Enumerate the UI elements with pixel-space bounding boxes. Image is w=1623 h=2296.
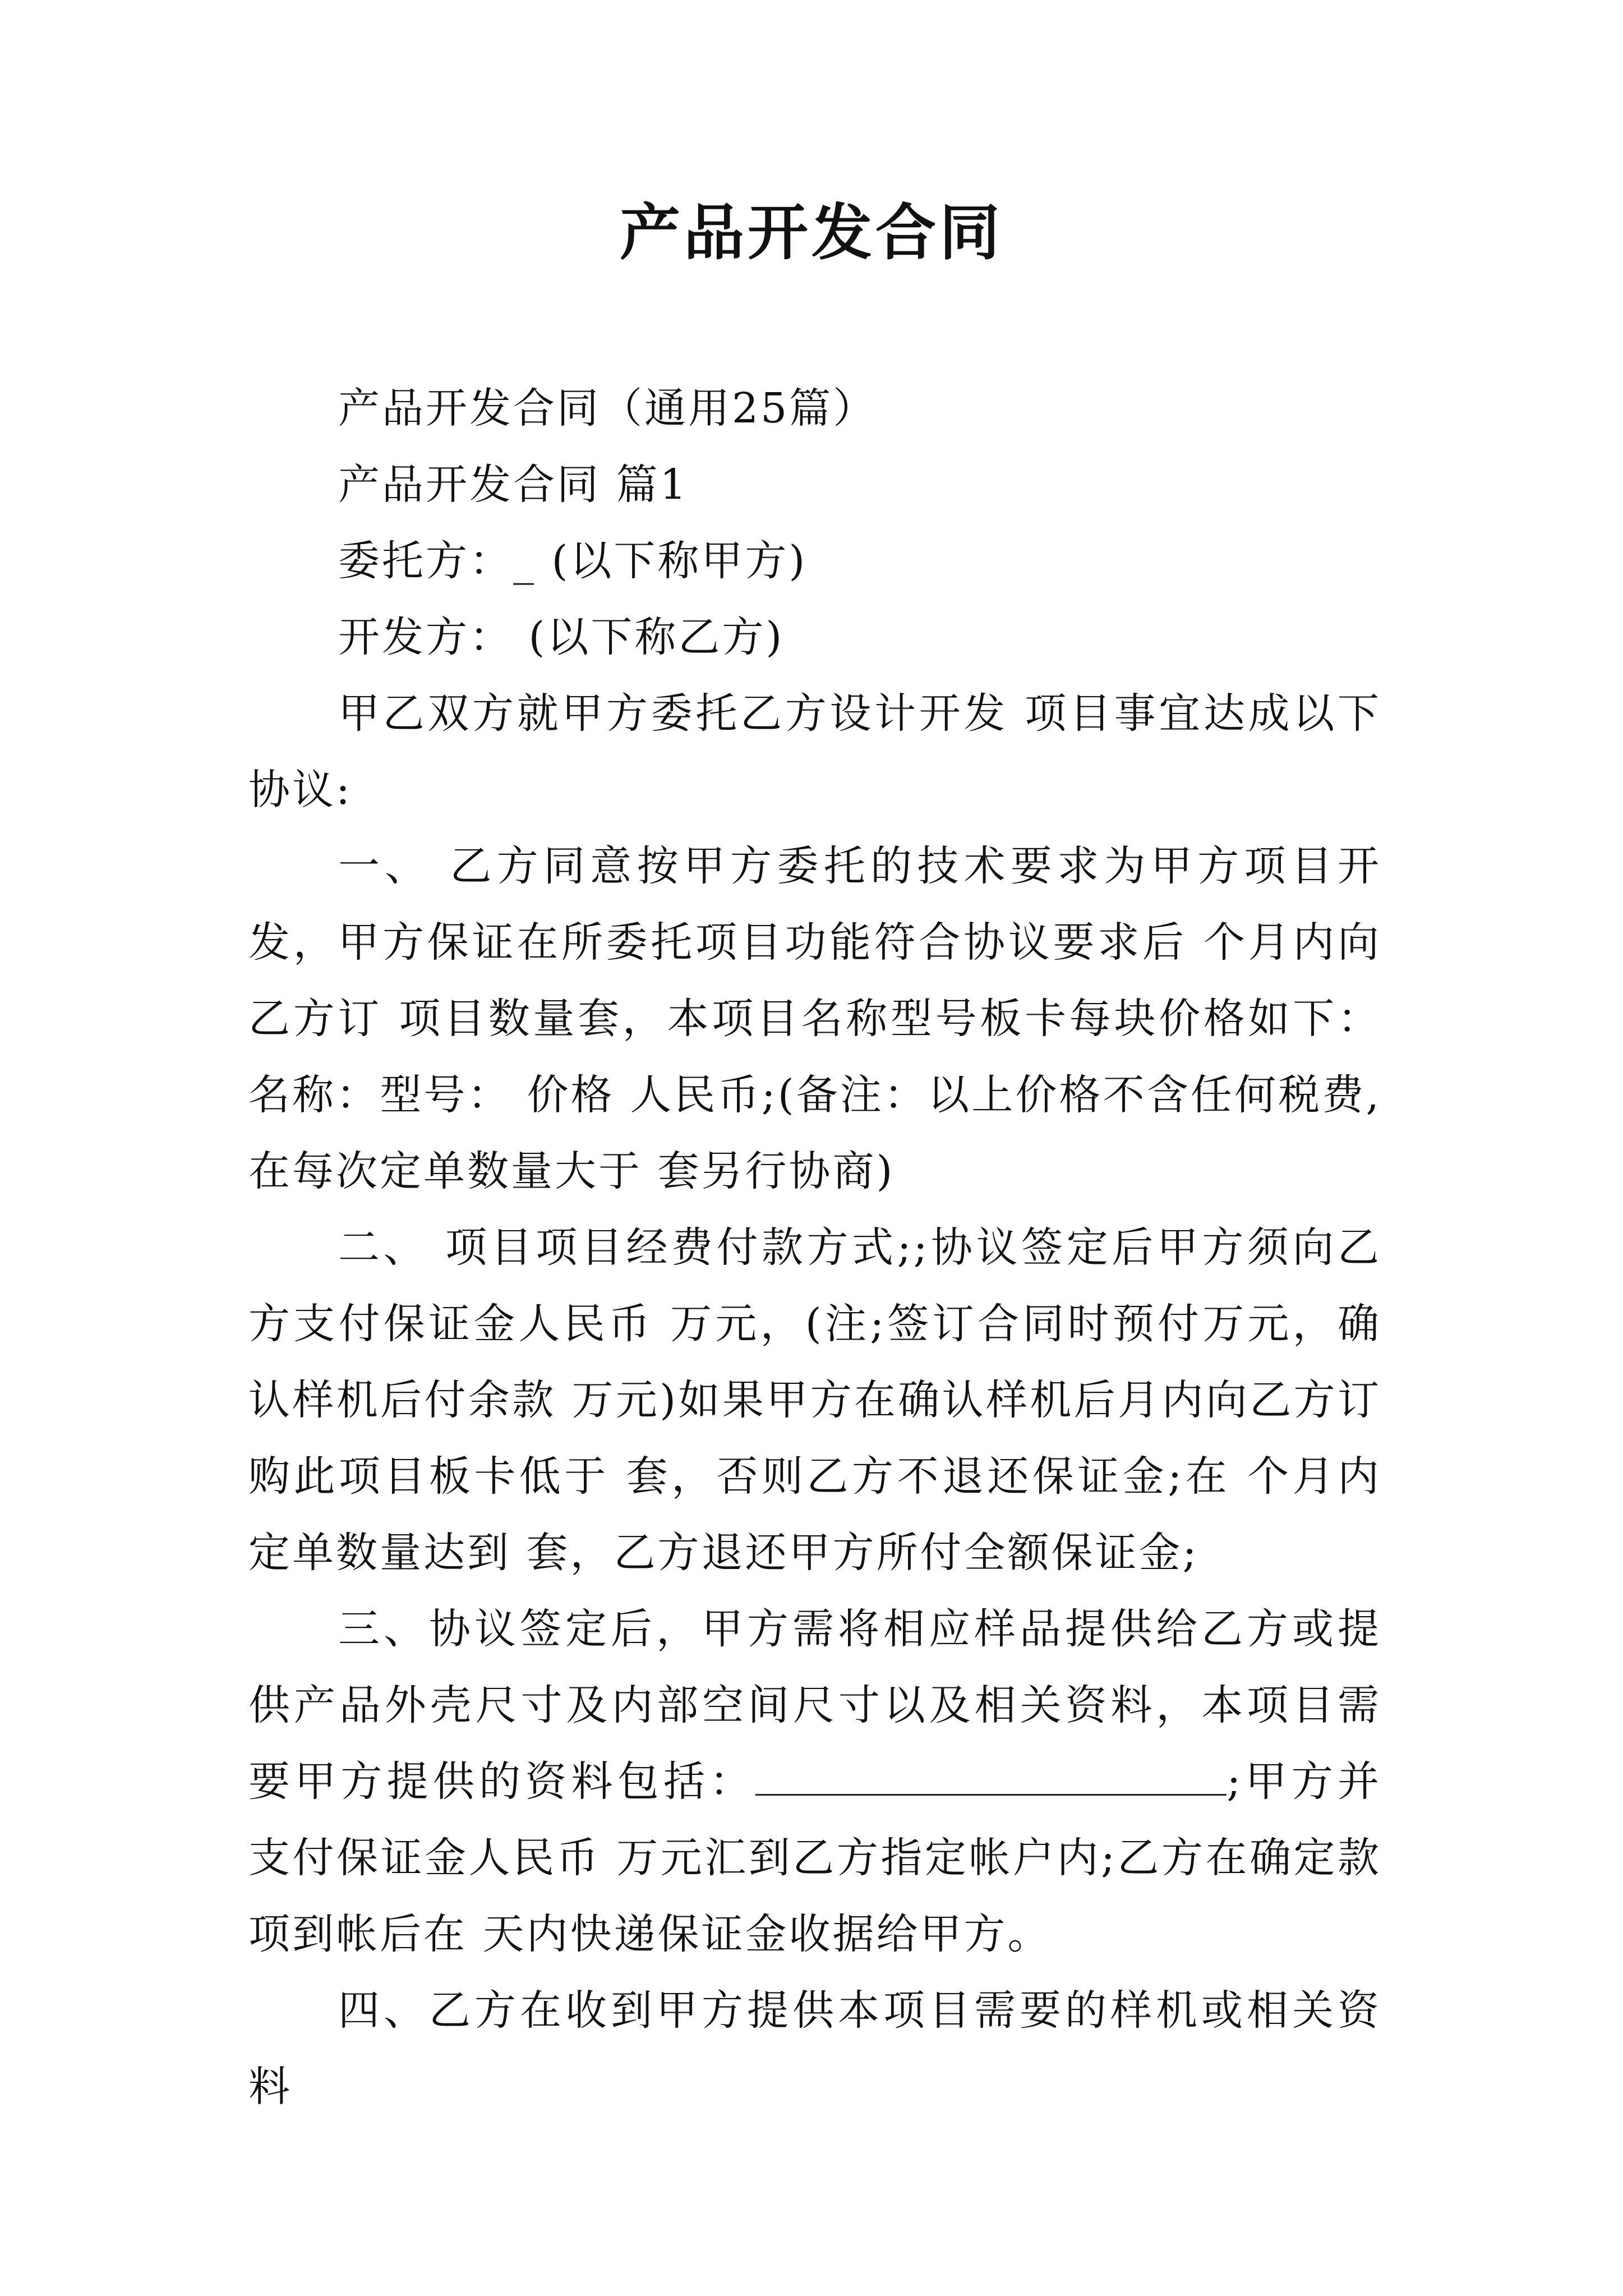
- paragraph-clause-4: 四、乙方在收到甲方提供本项目需要的样机或相关资料: [248, 1986, 1381, 2111]
- paragraph-clause-2: 二、 项目项目经费付款方式;;协议签定后甲方须向乙方支付保证金人民币 万元，(注;签订合同时预付万元，确认样机后付余款 万元)如果甲方在确认样机后月内向乙方订购此项目板卡低于 套，否则乙方不退还保证金;在 个月内定单数量达到 套，乙方退还甲方所付全额保证金;: [248, 1223, 1381, 1577]
- blank-line: [755, 1749, 1227, 1796]
- document-title: 产品开发合同: [619, 197, 1003, 268]
- paragraph-client: 委托方：_ (以下称甲方): [338, 537, 808, 585]
- clause-3-continuation: ;甲方并支付保证金人民币 万元汇到乙方指定帐户内;乙方在确定款项到帐后在 天内快递保证金收据给甲方。: [248, 1757, 1381, 1958]
- paragraph-clause-1: 一、 乙方同意按甲方委托的技术要求为甲方项目开发，甲方保证在所委托项目功能符合协议要求后 个月内向乙方订 项目数量套，本项目名称型号板卡每块价格如下：名称：型号： 价格 人民币;(备注：以上价格不含任何税费,在每次定单数量大于 套另行协商): [248, 842, 1381, 1195]
- paragraph-clause-3: [248, 1591, 1381, 1972]
- clause-3-text: 三、协议签定后，甲方需将相应样品提供给乙方或提供产品外壳尺寸及内部空间尺寸以及相关资料，本项目需要甲方提供的资料包括：: [248, 1605, 1381, 1806]
- paragraph-developer: 开发方： (以下称乙方): [338, 613, 785, 661]
- document-body: [248, 370, 1381, 2125]
- paragraph-agreement-intro: 甲乙双方就甲方委托乙方设计开发 项目事宜达成以下协议:: [248, 689, 1381, 814]
- paragraph-section-heading: 产品开发合同 篇1: [338, 461, 689, 509]
- paragraph-subtitle: 产品开发合同（通用25篇）: [338, 384, 877, 432]
